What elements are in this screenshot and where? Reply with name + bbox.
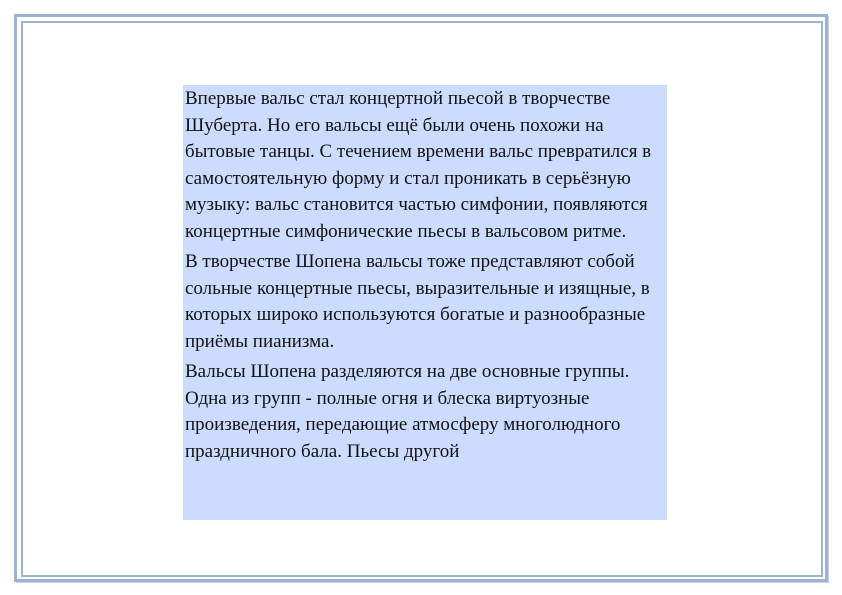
paragraph-chopin-groups: Вальсы Шопена разделяются на две основные группы. Одна из групп - полные огня и блеска виртуозные произведения, передающие атмосферу многолюдного праздничного бала. Пьесы другой bbox=[185, 361, 630, 462]
paragraph-schubert: Впервые вальс стал концертной пьесой в творчестве Шуберта. Но его вальсы ещё были очень похожи на бытовые танцы. С течением времени вальс превратился в самостоятельную форму и стал проникать в серьёзную музыку: вальс становится частью симфонии, появляются концертные симфонические пьесы в вальсовом ритме. bbox=[185, 88, 652, 242]
paragraph-chopin: В творчестве Шопена вальсы тоже представляют собой сольные концертные пьесы, выразительные и изящные, в которых широко используются богатые и разнообразные приёмы пианизма. bbox=[185, 251, 650, 352]
text-box[interactable] bbox=[183, 85, 667, 520]
